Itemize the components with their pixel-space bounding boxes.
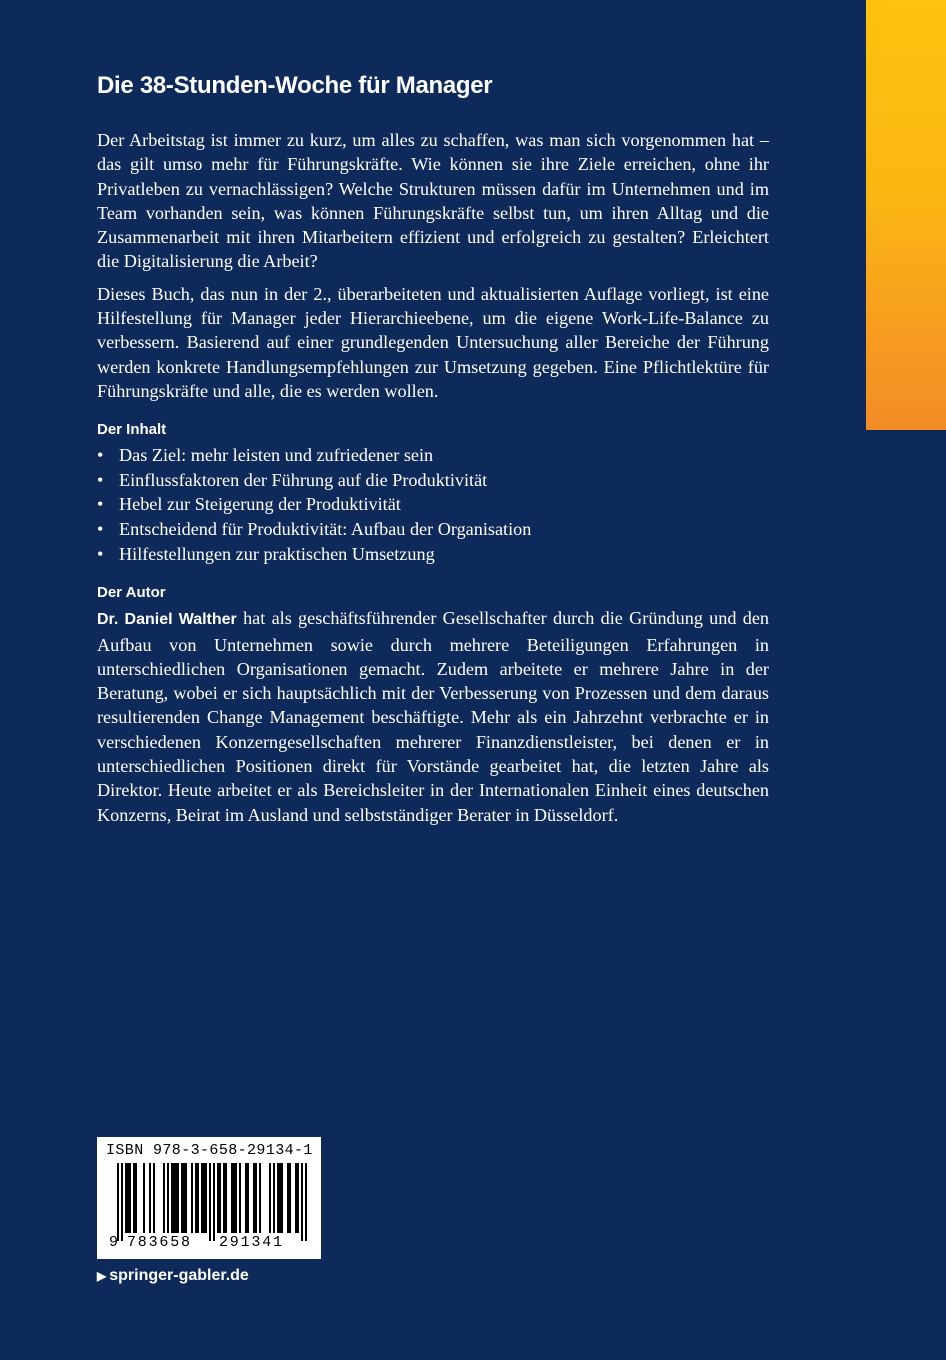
list-item: • Hebel zur Steigerung der Produktivität	[97, 492, 769, 517]
barcode-bar	[277, 1163, 279, 1233]
barcode-bar	[247, 1163, 249, 1233]
barcode-bar	[259, 1163, 261, 1233]
barcode-bar	[301, 1163, 303, 1241]
description-paragraph-2: Dieses Buch, das nun in der 2., überarbeiteten und aktualisierten Auflage vorliegt, ist eine Hilfestellung für Manager jeder Hierarchieebene, um die eigene Work-Life-Balance zu verbessern. Basierend auf einer grundlegenden Untersuchung aller Bereiche der Führung werden konkrete Handlungsempfehlungen zur Umsetzung gegeben. Eine Pflichtlektüre für Führungskräfte und alle, die es werden wollen.	[97, 283, 769, 401]
barcode-bar	[233, 1163, 235, 1233]
barcode-bar	[133, 1163, 135, 1233]
isbn-label: ISBN 978-3-658-29134-1	[106, 1142, 313, 1159]
publisher-url: springer-gabler.de	[109, 1267, 249, 1284]
list-item: • Entscheidend für Produktivität: Aufbau der Organisation	[97, 517, 769, 542]
barcode-digits-left: 783658	[127, 1234, 192, 1251]
barcode-bar	[305, 1163, 307, 1241]
barcode-bar	[167, 1163, 169, 1233]
barcode-bar	[219, 1163, 221, 1233]
barcode-digits-right: 291341	[219, 1234, 284, 1251]
barcode-bar	[273, 1163, 275, 1233]
contents-list	[97, 443, 769, 566]
barcode-bar	[129, 1163, 131, 1233]
barcode-bar	[213, 1163, 215, 1241]
barcode-bar	[245, 1163, 247, 1233]
barcode-bar	[209, 1163, 211, 1241]
barcode-bar	[217, 1163, 219, 1233]
barcode-bar	[287, 1163, 289, 1233]
barcode-bar	[195, 1163, 197, 1233]
barcode-bar	[183, 1163, 185, 1233]
barcode-bar	[149, 1163, 151, 1233]
barcode-bar	[181, 1163, 183, 1233]
list-item: • Hilfestellungen zur praktischen Umsetzung	[97, 542, 769, 567]
barcode-bar	[225, 1163, 227, 1233]
barcode-bar	[231, 1163, 233, 1233]
barcode-bar	[203, 1163, 205, 1233]
barcode-bar	[143, 1163, 145, 1233]
barcode-bar	[175, 1163, 177, 1233]
bullet-icon: •	[97, 445, 104, 466]
barcode-bar	[191, 1163, 193, 1233]
bullet-icon: •	[97, 494, 104, 515]
barcode-bar	[295, 1163, 297, 1233]
barcode-bar	[163, 1163, 165, 1233]
barcode-bar	[171, 1163, 173, 1233]
list-item: • Das Ziel: mehr leisten und zufriedener sein	[97, 443, 769, 468]
back-cover-text	[97, 72, 769, 835]
author-name: Dr. Daniel Walther	[97, 611, 237, 629]
bullet-icon: •	[97, 543, 104, 564]
barcode-bar	[117, 1163, 119, 1241]
barcode-bar	[235, 1163, 237, 1233]
barcode-bar	[177, 1163, 179, 1233]
isbn-barcode	[97, 1137, 321, 1259]
list-item: • Einflussfaktoren der Führung auf die Produktivität	[97, 468, 769, 493]
barcode-bar	[205, 1163, 207, 1233]
barcode-bar	[201, 1163, 203, 1233]
barcode-bar	[223, 1163, 225, 1233]
barcode-bars	[107, 1163, 311, 1241]
book-title: Die 38-Stunden-Woche für Manager	[97, 72, 493, 99]
description-paragraph-1: Der Arbeitstag ist immer zu kurz, um alles zu schaffen, was man sich vorgenommen hat – das gilt umso mehr für Führungskräfte. Wie können sie ihre Ziele erreichen, ohne ihr Privatleben zu vernachlässigen? Welche Strukturen müssen dafür im Unternehmen und im Team vorhanden sein, was können Führungskräfte selbst tun, um ihren Alltag und die Zusammenarbeit mit ihren Mitarbeitern effizient und erfolgreich zu gestalten? Erleichtert die Digitalisierung die Arbeit?	[97, 130, 769, 272]
barcode-bar	[197, 1163, 199, 1233]
barcode-bar	[125, 1163, 127, 1233]
barcode-bar	[185, 1163, 187, 1233]
barcode-bar	[253, 1163, 255, 1233]
barcode-bar	[239, 1163, 241, 1233]
barcode-bar	[289, 1163, 291, 1233]
barcode-digit-first: 9	[109, 1234, 120, 1251]
publisher-link[interactable]	[97, 1267, 249, 1285]
barcode-bar	[121, 1163, 123, 1241]
barcode-bar	[173, 1163, 175, 1233]
bullet-icon: •	[97, 469, 104, 490]
author-bio	[97, 606, 769, 827]
barcode-bar	[281, 1163, 283, 1233]
play-triangle-icon: ▶	[97, 1269, 107, 1283]
barcode-bar	[279, 1163, 281, 1233]
author-bio-text: hat als geschäftsführender Gesellschafter durch die Gründung und den Aufbau von Unternehmen sowie durch mehrere Beteiligungen Erfahrungen in unterschiedlichen Organisationen gemacht. Zudem arbeitete er mehrere Jahre in der Beratung, wobei er sich hauptsächlich mit der Verbesserung von Prozessen und dem daraus resultierenden Change Management beschäftigte. Mehr als ein Jahrzehnt verbrachte er in verschiedenen Konzerngesellschaften mehrerer Finanzdienstleister, bei denen er in unterschiedlichen Positionen direkt für Vorstände gearbeitet hat, die letzten Jahre als Direktor. Heute arbeitet er als Bereichsleiter in der Internationalen Einheit eines deutschen Konzerns, Beirat im Ausland und selbstständiger Berater in Düsseldorf.	[97, 608, 770, 825]
barcode-bar	[255, 1163, 257, 1233]
barcode-bar	[269, 1163, 271, 1233]
barcode-bar	[127, 1163, 129, 1233]
barcode-bar	[297, 1163, 299, 1233]
barcode-bar	[153, 1163, 155, 1233]
contents-heading: Der Inhalt	[97, 421, 167, 439]
accent-bar	[866, 0, 946, 430]
barcode-bar	[135, 1163, 137, 1233]
author-heading: Der Autor	[97, 584, 166, 602]
bullet-icon: •	[97, 519, 104, 540]
